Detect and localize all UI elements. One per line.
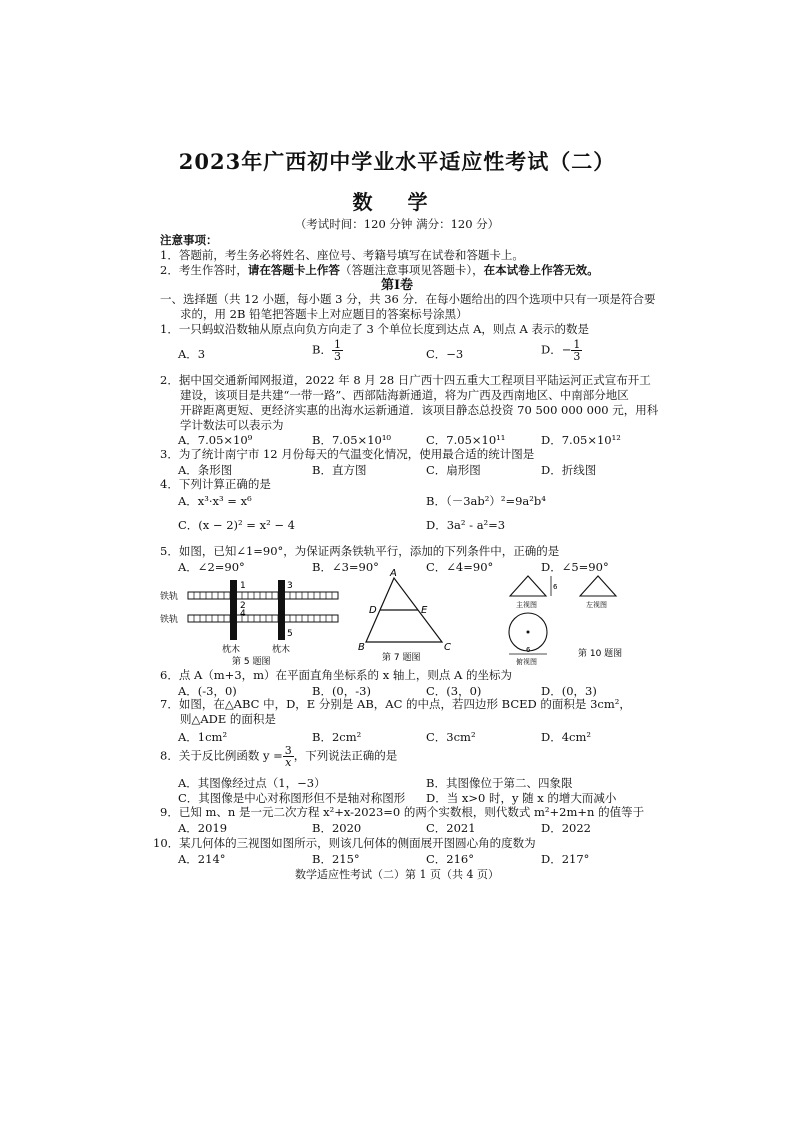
q9-stem: 9．已知 m、n 是一元二次方程 x²+x-2023=0 的两个实数根，则代数式 m²+2m+n 的值等于 (160, 805, 645, 819)
q6-option-d: D．(0，3) (541, 684, 597, 698)
notice-heading: 注意事项： (160, 233, 218, 247)
figure-10-three-views (494, 566, 634, 666)
vertex-c: C (444, 642, 451, 653)
angle-5-label: 5 (287, 629, 293, 639)
q5-stem: 5．如图，已知∠1=90°，为保证两条铁轨平行，添加的下列条件中，正确的是 (160, 544, 560, 558)
q1-option-a: A．3 (178, 347, 206, 361)
section-title: 第Ⅰ卷 (380, 278, 414, 293)
rail-label-top: 铁轨 (160, 592, 179, 602)
q6-option-a: A．(-3，0) (178, 684, 237, 698)
q4-stem: 4．下列计算正确的是 (160, 477, 271, 491)
q3-option-d: D．折线图 (541, 463, 597, 477)
q7-option-a: A．1cm² (178, 730, 228, 744)
front-view-height: 6 (553, 583, 558, 591)
q1-option-b: B． $\frac{1}{3}$ (312, 338, 341, 363)
rail-bottom (188, 615, 338, 622)
front-view (510, 576, 546, 596)
q1-option-d: D．− $\frac{1}{3}$ (541, 338, 581, 363)
figure-10-caption: 第 10 题图 (578, 649, 623, 659)
q6-stem: 6．点 A（m+3，m）在平面直角坐标系的 x 轴上，则点 A 的坐标为 (160, 668, 512, 682)
sleeper-label-right: 枕木 (272, 645, 291, 655)
q7-option-d: D．4cm² (541, 730, 591, 744)
subject-title: 数 学 (352, 190, 442, 214)
front-view-label: 主视图 (516, 601, 537, 609)
sleeper-left (230, 580, 237, 640)
sleeper-right (278, 580, 285, 640)
q9-option-d: D．2022 (541, 821, 591, 835)
angle-1-label: 1 (240, 581, 246, 591)
q9-option-b: B．2020 (312, 821, 362, 835)
sleeper-label-left: 枕木 (222, 645, 241, 655)
angle-3-label: 3 (287, 581, 293, 591)
rail-top (188, 592, 338, 599)
q8-option-c: C．其图像是中心对称图形但不是轴对称图形 (178, 791, 406, 805)
q1-option-c: C．−3 (426, 347, 464, 361)
q6-option-c: C．(3，0) (426, 684, 482, 698)
notice-item-2: 2．考生作答时，请在答题卡上作答（答题注意事项见答题卡），在本试卷上作答无效。 (160, 263, 599, 277)
q3-stem: 3．为了统计南宁市 12 月份每天的气温变化情况，使用最合适的统计图是 (160, 447, 535, 461)
q7-line2: 则△ADE 的面积是 (180, 712, 276, 726)
q7-option-c: C．3cm² (426, 730, 476, 744)
q9-option-c: C．2021 (426, 821, 476, 835)
q5-option-c: C．∠4=90° (426, 560, 494, 574)
top-view-diameter: 6 (526, 646, 531, 654)
q8-option-d: D．当 x>0 时，y 随 x 的增大而减小 (426, 791, 617, 805)
point-d: D (369, 605, 377, 616)
figure-7-caption: 第 7 题图 (382, 653, 421, 662)
q8-stem: 8．关于反比例函数 y = $\frac{3}{x}$ ，下列说法正确的是 (160, 744, 398, 769)
q2-option-b: B．7.05×10¹⁰ (312, 433, 392, 447)
q1-stem: 1．一只蚂蚁沿数轴从原点向负方向走了 3 个单位长度到达点 A，则点 A 表示的数是 (160, 322, 590, 336)
vertex-a: A (390, 568, 397, 579)
q4-option-b: B．（－3ab²）²=9a²b⁴ (426, 494, 546, 508)
q2-line1: 2．据中国交通新闻网报道，2022 年 8 月 28 日广西十四五重大工程项目平陆运河正式宣布开工 (160, 373, 651, 387)
part1-intro-line2: 求的，用 2B 铅笔把答题卡上对应题目的答案标号涂黑） (180, 307, 468, 321)
q2-line3: 开辟距离更短、更经济实惠的出海水运新通道．该项目静态总投资 70 500 000 000 元，用科 (180, 403, 659, 417)
q2-line2: 建设，该项目是共建“一带一路”、西部陆海新通道，将为广西及西南地区、中南部分地区 (180, 388, 629, 402)
q10-option-a: A．214° (178, 852, 226, 866)
angle-2-label: 2 (240, 601, 246, 611)
q8-option-a: A．其图像经过点（1，−3） (178, 776, 326, 790)
q4-option-c: C．(x − 2)² = x² − 4 (178, 518, 295, 532)
q8-option-b: B．其图像位于第二、四象限 (426, 776, 573, 790)
q5-option-a: A．∠2=90° (178, 560, 245, 574)
left-view-label: 左视图 (586, 601, 607, 609)
figure-5-caption: 第 5 题图 (232, 657, 271, 666)
exam-title: 2023年广西初中学业水平适应性考试（二） (178, 149, 616, 174)
q2-line4: 学计数法可以表示为 (180, 418, 284, 432)
q10-option-d: D．217° (541, 852, 590, 866)
page-footer: 数学适应性考试（二）第 1 页（共 4 页） (295, 868, 499, 881)
figure-5-railway (160, 574, 342, 666)
q4-option-d: D．3a² - a²=3 (426, 518, 506, 532)
vertex-b: B (358, 642, 365, 653)
q10-option-c: C．216° (426, 852, 474, 866)
q3-option-b: B．直方图 (312, 463, 367, 477)
notice-item-1: 1．答题前，考生务必将姓名、座位号、考籍号填写在试卷和答题卡上。 (160, 248, 524, 262)
q2-option-d: D．7.05×10¹² (541, 433, 621, 447)
q10-stem: 10．某几何体的三视图如图所示，则该几何体的侧面展开图圆心角的度数为 (153, 836, 536, 850)
q6-option-b: B．(0，-3) (312, 684, 371, 698)
q2-option-c: C．7.05×10¹¹ (426, 433, 506, 447)
q5-option-b: B．∠3=90° (312, 560, 379, 574)
q4-option-a: A．x³·x³ = x⁶ (178, 494, 252, 508)
left-view (580, 576, 616, 596)
q5-option-d: D．∠5=90° (541, 560, 609, 574)
angle-4-label: 4 (240, 609, 246, 619)
part1-intro-line1: 一、选择题（共 12 小题，每小题 3 分，共 36 分．在每小题给出的四个选项中只有一项是符合要 (160, 292, 656, 306)
q2-option-a: A．7.05×10⁹ (178, 433, 253, 447)
q7-line1: 7．如图，在△ABC 中，D，E 分别是 AB，AC 的中点，若四边形 BCED 的面积是 3cm²， (160, 697, 631, 711)
figure-7-triangle (356, 566, 464, 662)
q3-option-a: A．条形图 (178, 463, 233, 477)
rail-label-bottom: 铁轨 (160, 615, 179, 625)
q9-option-a: A．2019 (178, 821, 228, 835)
exam-info: （考试时间：120 分钟 满分：120 分） (294, 217, 500, 231)
point-e: E (421, 605, 428, 616)
q3-option-c: C．扇形图 (426, 463, 481, 477)
q7-option-b: B．2cm² (312, 730, 362, 744)
top-view-label: 俯视图 (516, 658, 537, 666)
q10-option-b: B．215° (312, 852, 360, 866)
